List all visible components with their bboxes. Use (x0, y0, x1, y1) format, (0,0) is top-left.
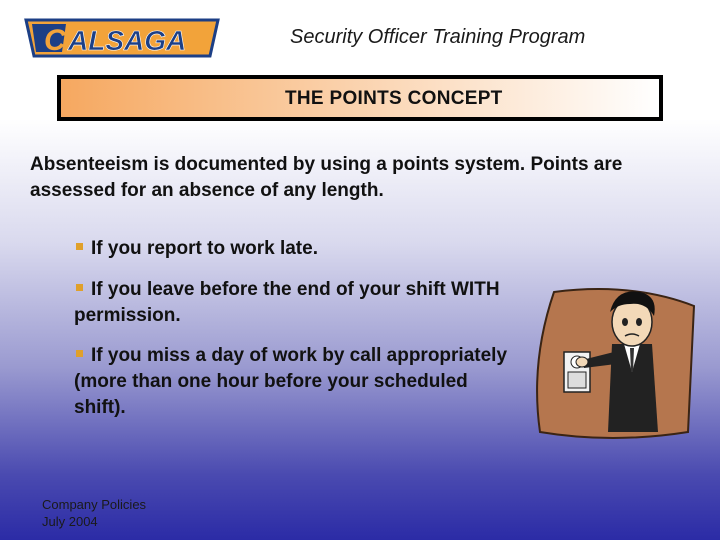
bullet-item-leave-early (74, 277, 524, 329)
banner-gradient (61, 79, 659, 117)
section-banner (57, 75, 663, 121)
bullet-marker-icon (76, 350, 83, 357)
bullet-text: If you report to work late. (91, 238, 318, 259)
bullet-item-miss-day (74, 343, 524, 421)
calsaga-logo (22, 14, 222, 62)
footer-topic: Company Policies (42, 497, 147, 512)
bullet-marker-icon (76, 284, 83, 291)
svg-text:C: C (44, 24, 66, 57)
footer (42, 496, 146, 530)
footer-date: July 2004 (42, 514, 98, 529)
program-title: Security Officer Training Program (290, 26, 586, 48)
bullet-marker-icon (76, 243, 83, 250)
bullet-text: If you miss a day of work by call appropriately (more than one hour before your scheduled shift). (74, 345, 508, 418)
bullet-item-late (74, 236, 524, 262)
time-clock-illustration (512, 282, 702, 442)
bullet-text: If you leave before the end of your shift WITH permission. (74, 279, 500, 326)
intro-paragraph: Absenteeism is documented by using a points system. Points are assessed for an absence of any length. (30, 154, 623, 201)
svg-text:ALSAGA: ALSAGA (68, 25, 187, 56)
slide-title: THE POINTS CONCEPT (285, 88, 503, 109)
